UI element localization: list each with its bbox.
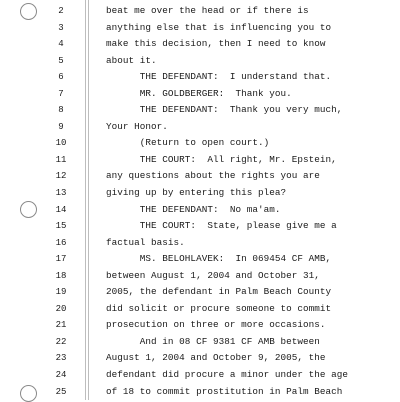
line-number: 8: [58, 105, 64, 116]
line-text: prosecution on three or more occasions.: [106, 319, 326, 331]
transcript-line: [0, 334, 400, 351]
line-text: anything else that is influencing you to: [106, 21, 332, 33]
line-number: 22: [55, 336, 67, 347]
line-number: 23: [55, 353, 67, 364]
transcript-line: [0, 86, 400, 103]
transcript-line: [0, 284, 400, 301]
transcript-line: [0, 135, 400, 152]
line-number: 14: [55, 204, 67, 215]
line-number: 10: [55, 138, 67, 149]
transcript-line: [0, 202, 400, 219]
line-text: make this decision, then I need to know: [106, 38, 326, 50]
line-text: MR. GOLDBERGER: Thank you.: [106, 87, 292, 99]
transcript-line: [0, 168, 400, 185]
transcript-line: [0, 20, 400, 37]
line-number: 7: [58, 88, 64, 99]
transcript-line: [0, 218, 400, 235]
line-text: any questions about the rights you are: [106, 170, 320, 182]
line-number: 15: [55, 221, 67, 232]
line-text: THE DEFENDANT: No ma'am.: [106, 203, 281, 215]
line-text: defendant did procure a minor under the age: [106, 369, 349, 381]
line-number: 11: [55, 154, 67, 165]
line-text: 2005, the defendant in Palm Beach County: [106, 286, 332, 298]
line-text: Your Honor.: [106, 120, 168, 132]
line-text: beat me over the head or if there is: [106, 5, 309, 16]
transcript-line: [0, 119, 400, 136]
line-text: THE COURT: State, please give me a: [106, 220, 337, 232]
transcript-line: [0, 317, 400, 334]
transcript-line: [0, 152, 400, 169]
line-text: (Return to open court.): [106, 137, 270, 149]
line-text: MS. BELOHLAVEK: In 069454 CF AMB,: [106, 253, 332, 265]
line-number: 6: [58, 72, 64, 83]
transcript-line: [0, 384, 400, 401]
line-text: of 18 to commit prostitution in Palm Beach: [106, 385, 343, 397]
line-number: 24: [55, 370, 67, 381]
line-text: THE DEFENDANT: Thank you very much,: [106, 104, 343, 116]
line-number: 12: [55, 171, 67, 182]
transcript-line: [0, 235, 400, 252]
transcript-line: [0, 350, 400, 367]
line-number: 18: [55, 270, 67, 281]
transcript-line: [0, 102, 400, 119]
line-number: 20: [55, 303, 67, 314]
line-text: factual basis.: [106, 236, 185, 248]
transcript-line: [0, 367, 400, 384]
line-text: about it.: [106, 54, 157, 66]
transcript-line: [0, 301, 400, 318]
line-number: 17: [55, 254, 67, 265]
line-number: 19: [55, 287, 67, 298]
line-number: 16: [55, 237, 67, 248]
transcript-line: [0, 69, 400, 86]
line-number: 5: [58, 55, 64, 66]
transcript-line: [0, 36, 400, 53]
transcript-line: [0, 185, 400, 202]
line-number: 25: [55, 386, 67, 397]
line-number: 4: [58, 39, 64, 50]
transcript-line: [0, 268, 400, 285]
line-text: THE COURT: All right, Mr. Epstein,: [106, 153, 337, 165]
line-number: 2: [58, 6, 64, 16]
line-text: did solicit or procure someone to commit: [106, 302, 332, 314]
transcript-lines: [0, 3, 400, 400]
line-text: THE DEFENDANT: I understand that.: [106, 71, 332, 83]
line-number: 21: [55, 320, 67, 331]
transcript-line: [0, 3, 400, 20]
line-text: August 1, 2004 and October 9, 2005, the: [106, 352, 326, 364]
line-number: 13: [55, 188, 67, 199]
transcript-line: [0, 251, 400, 268]
line-number: 9: [58, 121, 64, 132]
line-text: And in 08 CF 9381 CF AMB between: [106, 335, 320, 347]
line-text: between August 1, 2004 and October 31,: [106, 269, 320, 281]
line-text: giving up by entering this plea?: [106, 187, 287, 199]
transcript-line: [0, 53, 400, 70]
line-number: 3: [58, 22, 64, 33]
